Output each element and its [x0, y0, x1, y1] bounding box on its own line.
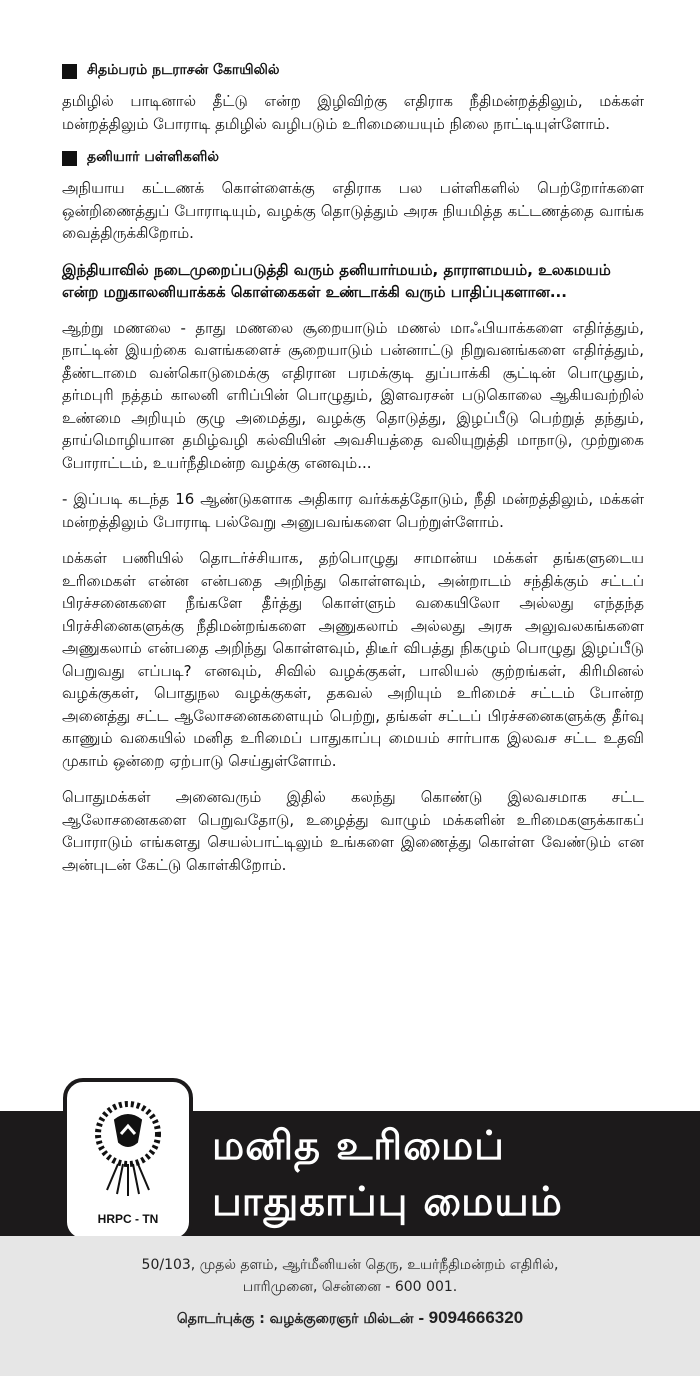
logo-box	[63, 1078, 193, 1242]
address-line: 50/103, முதல் தளம், ஆர்மீனியன் தெரு, உயர்நீதிமன்றம் எதிரில்,	[141, 1257, 559, 1273]
footer	[0, 1236, 700, 1376]
paragraph: பொதுமக்கள் அனைவரும் இதில் கலந்து கொண்டு இலவசமாக சட்ட ஆலோசனைகளை பெறுவதோடு, உழைத்து வாழும் மக்களின் உரிமைகளுக்காகப் போராடும் எங்களது செயல்பாட்டிலும் உங்களை இணைத்து கொள்ள வேண்டும் என அன்புடன் கேட்டு கொள்கிறோம்.	[62, 788, 644, 874]
paragraph: தமிழில் பாடினால் தீட்டு என்ற இழிவிற்கு எதிராக நீதிமன்றத்திலும், மக்கள் மன்றத்திலும் போராடி தமிழில் வழிபடும் உரிமையையும் நிலை நாட்டியுள்ளோம்.	[62, 92, 644, 133]
hrpc-logo-icon	[77, 1090, 179, 1202]
contact-label: தொடர்புக்கு : வழக்குரைஞர் மில்டன் -	[176, 1311, 425, 1327]
address	[0, 1254, 700, 1298]
logo-text: HRPC - TN	[97, 1212, 159, 1226]
square-bullet-icon	[62, 151, 77, 166]
org-name-line1: மனித உரிமைப்	[212, 1123, 505, 1169]
org-name	[212, 1118, 682, 1230]
paragraph: - இப்படி கடந்த 16 ஆண்டுகளாக அதிகார வர்க்கத்தோடும், நீதி மன்றத்திலும், மக்கள் மன்றத்திலும் போராடி பல்வேறு அனுபவங்களை பெற்றுள்ளோம்.	[62, 490, 644, 531]
address-line: பாரிமுனை, சென்னை - 600 001.	[242, 1279, 458, 1295]
heading-text: சிதம்பரம் நடராசன் கோயிலில்	[87, 62, 280, 78]
section-heading	[62, 149, 644, 167]
section-heading	[62, 62, 644, 80]
paragraph: ஆற்று மணலை - தாது மணலை சூறையாடும் மணல் மாஃபியாக்களை எதிர்த்தும், நாட்டின் இயற்கை வளங்களைச் சூறையாடும் பன்னாட்டு நிறுவனங்களை எதிர்த்தும், தீண்டாமை வன்கொடுமைக்கு எதிரான பரமக்குடி துப்பாக்கி சூட்டின் பொழுதும், தர்மபுரி நத்தம் காலனி எரிப்பின் பொழுதும், இளவரசன் படுகொலை ஆகியவற்றில் உண்மை அறியும் குழு அமைத்து, வழக்கு தொடுத்து, இழப்பீடு பெற்றுத் தந்தும், தாய்மொழியான தமிழ்வழி கல்வியின் அவசியத்தை வலியுறுத்தி மாநாடு, முற்றுகை போராட்டம், உயர்நீதிமன்ற வழக்கு எனவும்...	[62, 318, 644, 472]
contact-line	[0, 1308, 700, 1329]
leaflet-body	[62, 58, 644, 890]
bold-statement: இந்தியாவில் நடைமுறைப்படுத்தி வரும் தனியார்மயம், தாராளமயம், உலகமயம் என்ற மறுகாலனியாக்கக் கொள்கைகள் உண்டாக்கி வரும் பாதிப்புகளான...	[62, 260, 611, 301]
phone-number: 9094666320	[428, 1308, 524, 1327]
paragraph: அநியாய கட்டணக் கொள்ளைக்கு எதிராக பல பள்ளிகளில் பெற்றோர்களை ஒன்றிணைத்துப் போராடியும், வழக்கு தொடுத்தும் அரசு நியமித்த கட்டணத்தை வாங்க வைத்திருக்கிறோம்.	[62, 179, 644, 242]
heading-text: தனியார் பள்ளிகளில்	[87, 149, 219, 165]
square-bullet-icon	[62, 64, 77, 79]
org-name-line2: பாதுகாப்பு மையம்	[212, 1179, 563, 1225]
paragraph: மக்கள் பணியில் தொடர்ச்சியாக, தற்பொழுது சாமான்ய மக்கள் தங்களுடைய உரிமைகள் என்ன என்பதை அறிந்து கொள்ளவும், அன்றாடம் சந்திக்கும் சட்டப் பிரச்சனைகளை நீங்களே தீர்த்து கொள்ளும் வகையிலோ அல்லது எந்தந்த பிரச்சினைகளுக்கு நீதிமன்றங்களை அணுகலாம் அல்லது அரசு அலுவலகங்களை அணுகலாம் என்பதை அறிந்து கொள்ளவும், திடீர் விபத்து நிகழும் பொழுது இழப்பீடு பெறுவது எப்படி? எனவும், சிவில் வழக்குகள், பாலியல் குற்றங்கள், கிரிமினல் வழக்குகள், பொதுநல வழக்குகள், தகவல் அறியும் உரிமைச் சட்டம் போன்ற அனைத்து சட்ட ஆலோசனைகளையும் பெற்று, தங்கள் சட்டப் பிரச்சனைகளுக்கு தீர்வு காணும் வகையில் மனித உரிமைப் பாதுகாப்பு மையம் சார்பாக இலவச சட்ட உதவி முகாம் ஒன்றை ஏற்பாடு செய்துள்ளோம்.	[62, 549, 644, 770]
